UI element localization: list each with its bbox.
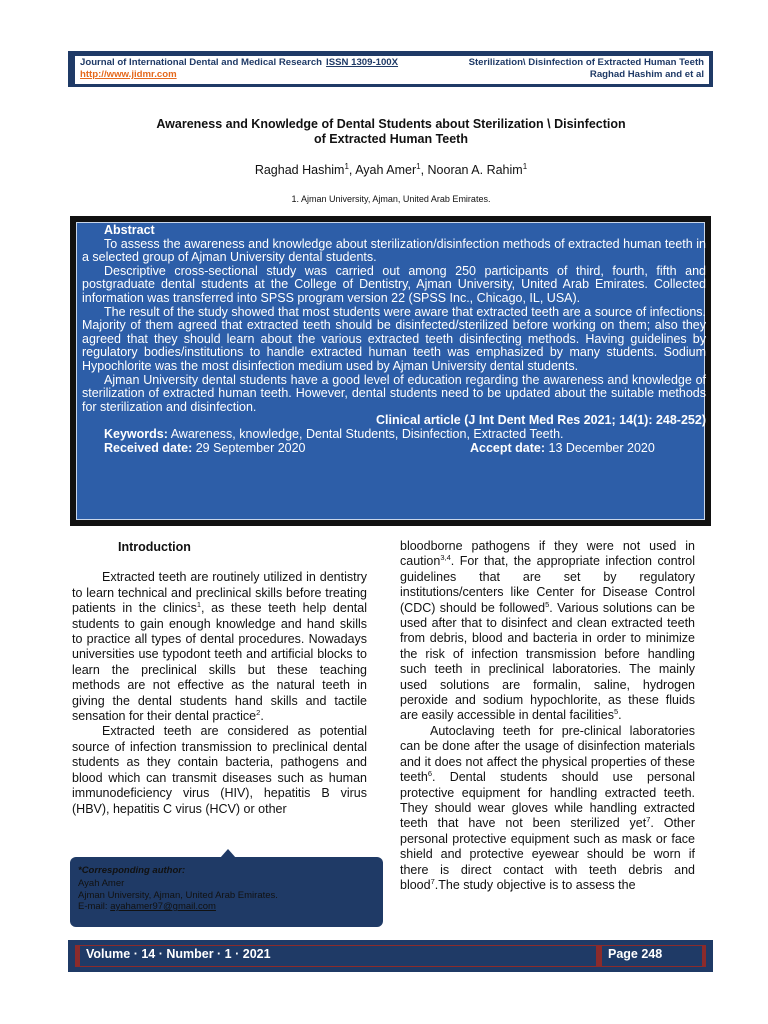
page-number: Page 248 — [608, 947, 663, 961]
citation-ref: 5 — [614, 707, 619, 717]
citation-line: Clinical article (J Int Dent Med Res 2021; 14(1): 248-252) — [376, 413, 706, 428]
article-title — [100, 117, 682, 147]
accept-date-group — [470, 442, 655, 456]
running-title: Sterilization\ Disinfection of Extracted Human Teeth — [468, 57, 704, 68]
keywords-value: Awareness, knowledge, Dental Students, Disinfection, Extracted Teeth. — [167, 426, 564, 441]
author-separator: , — [348, 163, 356, 178]
journal-name-line — [80, 57, 398, 68]
corresponding-author-title: *Corresponding author: — [78, 865, 186, 876]
author-separator: , — [420, 163, 428, 178]
body-column-left — [72, 540, 367, 817]
journal-name: Journal of International Dental and Medical Research — [80, 57, 323, 68]
corresponding-author-email-line — [78, 901, 216, 912]
text-run: Autoclaving teeth for pre-clinical laboratories can be done after the usage of disinfection materials and it does not affect the physical properties of these teeth — [400, 723, 695, 785]
running-authors: Raghad Hashim and et al — [589, 69, 704, 80]
citation-ref: 3,4 — [440, 553, 451, 563]
body-column-right — [400, 539, 695, 893]
body-paragraph: Extracted teeth are considered as potential source of infection transmission to preclinical dental students as they contain bacteria, pathogens and blood which can transmit diseases such as human immunodeficiency virus (HIV), hepatitis B virus (HBV), hepatitis C virus (HCV) or other — [72, 724, 367, 816]
journal-url-link[interactable]: http://www.jidmr.com — [80, 69, 177, 80]
author-name: Raghad Hashim — [254, 163, 345, 178]
received-label: Received date: — [104, 440, 193, 455]
text-run: Extracted teeth are routinely utilized in dentistry to learn technical and preclinical skills before treating patients in the clinics — [72, 570, 367, 616]
author-affil-sup: 1 — [416, 162, 421, 171]
citation-ref: 7 — [430, 876, 435, 886]
abstract-paragraph: Descriptive cross-sectional study was carried out among 250 participants of third, fourth, fifth and postgraduate dental students at the College of Dentistry, Ajman University, United Arab Emirates. Collected information was transferred into SPSS program version 22 (SPSS Inc., Chicago, IL, USA). — [82, 263, 706, 305]
issn: ISSN 1309-100X — [326, 57, 399, 68]
text-run: , as these teeth help dental students to gain enough knowledge and hand skills to practice all types of dental procedures. Nowadays universities use typodont teeth and artificial blocks to learn the preclinical skills but these teaching methods are not effective as the natural teeth in giving the dental students hand skills and tactile sensation for their dental practice — [72, 601, 367, 724]
text-run: .The study objective is to assess the — [434, 877, 636, 892]
text-run: . Various solutions can be used after that to disinfect and clean extracted teeth from debris, blood and bacteria in order to minimize the risk of infection transmission before handling such teeth in preclinical laboratories. The mainly used solutions are formalin, saline, hydrogen peroxide and sodium hypochlorite, as these fluids are easily accessible in dental facilities — [400, 600, 695, 723]
section-heading-introduction: Introduction — [118, 540, 191, 554]
abstract-paragraph: Ajman University dental students have a good level of education regarding the awareness and knowledge of sterilization of extracted human teeth. However, dental students need to be updated about the suitable methods for sterilization and disinfection. — [82, 372, 706, 414]
author-name: Nooran A. Rahim — [427, 163, 523, 178]
body-paragraph — [400, 724, 695, 893]
email-link[interactable]: ayahamer97@gmail.com — [110, 901, 216, 912]
text-run: . — [618, 708, 622, 723]
author-name: Ayah Amer — [355, 163, 417, 178]
title-line-2: of Extracted Human Teeth — [314, 132, 468, 146]
email-label: E-mail: — [78, 901, 111, 912]
accept-label: Accept date: — [470, 440, 546, 455]
citation-ref: 1 — [196, 600, 202, 610]
body-paragraph — [72, 570, 367, 724]
affiliation: 1. Ajman University, Ajman, United Arab Emirates. — [291, 194, 491, 204]
keywords — [82, 428, 706, 442]
received-date: 29 September 2020 — [192, 440, 306, 455]
keywords-label: Keywords: — [104, 426, 168, 441]
abstract-paragraph: To assess the awareness and knowledge about sterilization/disinfection methods of extracted human teeth in a selected group of Ajman University dental students. — [82, 236, 706, 265]
text-run: . — [260, 709, 264, 724]
corresponding-author-name: Ayah Amer — [78, 878, 125, 889]
text-run: bloodborne pathogens if they were not used in caution — [400, 539, 695, 569]
citation-ref: 7 — [646, 815, 651, 825]
author-affil-sup: 1 — [344, 162, 349, 171]
text-run: . Dental students should use personal protective equipment for handling extracted teeth. They should wear gloves while handling extracted teeth that have not been sterilized yet — [400, 770, 695, 831]
citation-ref: 2 — [256, 707, 261, 717]
volume-info: Volume · 14 · Number · 1 · 2021 — [86, 947, 271, 961]
text-run: . Other personal protective equipment such as mask or face shield and protective eyewear should be worn if there is direct contact with teeth debris and blood — [400, 816, 695, 892]
citation-ref: 5 — [545, 599, 550, 609]
title-line-1: Awareness and Knowledge of Dental Students about Sterilization \ Disinfection — [156, 117, 626, 131]
corresponding-author-address: Ajman University, Ajman, United Arab Emirates. — [78, 890, 278, 901]
author-affil-sup: 1 — [522, 162, 528, 171]
author-list — [100, 162, 682, 177]
accept-date: 13 December 2020 — [545, 440, 655, 455]
abstract-paragraph: The result of the study showed that most students were aware that extracted teeth are a source of infections. Majority of them agreed that extracted teeth should be disinfected/sterilized before working on them; also they agreed that they should learn about the various extracted teeth disinfecting methods. Having guidelines by regulatory bodies/institutions to handle extracted human teeth was emphasized by many students. Sodium Hypochlorite was the most disinfection medium used by Ajman University dental students. — [82, 304, 706, 373]
abstract-heading: Abstract — [104, 223, 155, 237]
dates-line — [82, 442, 706, 456]
text-run: . For that, the appropriate infection control guidelines that are set by regulatory institutions/centers like Center for Disease Control (CDC) should be followed — [400, 554, 695, 615]
citation-ref: 6 — [427, 768, 432, 778]
body-paragraph — [400, 539, 695, 724]
abstract-body — [82, 224, 706, 455]
